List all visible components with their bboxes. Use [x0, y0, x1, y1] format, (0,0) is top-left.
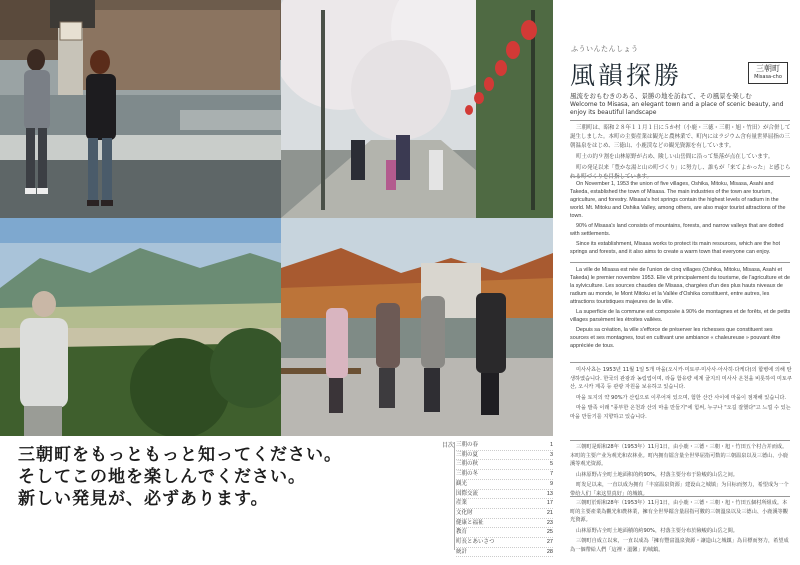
- town-name-jp: 三朝町: [756, 64, 780, 73]
- toc-item[interactable]: [456, 519, 553, 529]
- table-of-contents: [456, 441, 553, 557]
- body-zh-para: 町发足以来，一直以成为拥有「丰富温泉资源」建设山之城镇」为目标而努力，希望成为一个带给人们「来这里真好」的城镇。: [570, 482, 789, 497]
- toc-item-page: 28: [546, 548, 553, 555]
- toc-item[interactable]: [456, 528, 553, 538]
- body-ko-para: 마을 토지의 약 90%가 산림으로 이루어져 있으며, 험한 산간 사이에 마을이 점재해 있습니다.: [576, 394, 787, 401]
- toc-item-title: 産業: [456, 500, 468, 507]
- toc-item-title: 町長とあいさつ: [456, 539, 495, 546]
- toc-item-page: 5: [549, 461, 553, 468]
- body-en-para: Since its establishment, Misasa works to protect its main resources, which are the hot springs and forests, and it also aims to create a warm town that everyone can enjoy.: [570, 241, 781, 255]
- body-zh-tw-para: 三朝町於昭和28年（1953年）11月1日，由小鹿・三德・三朝・旭・竹田五個村所組成。本町的主要產業為觀光和農林業，擁有全世界鐳含量屈指可數的三朝溫泉以及三德山、小鹿溪等觀光資源。: [570, 500, 788, 523]
- toc-item-page: 25: [546, 529, 553, 536]
- body-fr: [570, 266, 792, 352]
- toc-item-title: 文化財: [456, 509, 473, 516]
- body-fr-para: Depuis sa création, la ville s'efforce de préserver les richesses que constituent ses sources et ses montagnes, tout en cultivant une ambiance « chaleureuse » pouvant être appréciée de tous.: [570, 327, 781, 349]
- divider: [570, 440, 790, 441]
- toc-item-title: 観光: [456, 480, 468, 487]
- photo-four-women-walking: [281, 218, 553, 436]
- toc-item[interactable]: [456, 509, 553, 519]
- body-fr-para: La superficie de la commune est composée à 90% de montagnes et de forêts, et de petits villages parsèment les étroites vallées.: [570, 309, 791, 323]
- photo-cherry-blossom-lanterns: [281, 0, 553, 218]
- toc-item-title: 三朝の冬: [456, 471, 479, 478]
- divider: [570, 120, 790, 121]
- toc-item-page: 17: [546, 500, 553, 507]
- body-zh-para: 山林原野占全町土地面积的约90%，村落主要分布于险峻的山岳之间。: [576, 471, 738, 478]
- toc-item[interactable]: [456, 538, 553, 548]
- body-jp: [570, 124, 792, 184]
- toc-divider: [454, 442, 455, 550]
- toc-item[interactable]: [456, 499, 553, 509]
- toc-item-page: 3: [549, 451, 553, 458]
- toc-item[interactable]: [456, 490, 553, 500]
- toc-item[interactable]: [456, 480, 553, 490]
- body-zh-tw-para: 三朝町自成立以來，一直以成為「擁有豐富溫泉資源・讓造山之城鎮」為目標而努力，希望成為一個帶給人們「這裡・溫馨」的城鎮。: [570, 538, 789, 553]
- body-ko-para: 미사사쵸는 1953년 11월 1일 5개 마을(오시카·미토쿠·미사사·아사히·다케다)의 합병에 의해 탄생하였습니다. 한국의 관광과 농림업이며, 라듐 함유량 세계 굴지의 미사사 온천을 비롯하여 미토쿠산, 오시카 계곡 등 관광 자원을 보유하고 있습니다.: [570, 367, 792, 390]
- body-jp-para: 町の発足以来「豊かな湯と山の町づくり」に努力し、誰もが「来てよかった」と感じられる町づくりを目指しています。: [570, 165, 791, 180]
- toc-item-page: 1: [549, 442, 553, 448]
- body-en-para: 90% of Misasa's land consists of mountains, forests, and narrow valleys that are dotted with settlements.: [570, 223, 784, 237]
- message-line: そしてこの地を楽しんでください。: [18, 467, 306, 487]
- toc-item[interactable]: [456, 441, 553, 451]
- message-line: 三朝町をもっともっと知ってください。: [18, 445, 342, 465]
- body-zh-tw: [570, 499, 792, 556]
- divider: [570, 496, 790, 497]
- divider: [570, 262, 790, 263]
- toc-item-page: 13: [546, 490, 553, 497]
- town-badge: [748, 62, 788, 84]
- message-line: 新しい発見が、必ずあります。: [18, 489, 269, 509]
- body-jp-para: 三朝町は、昭和２８年１１月１日に５か村（小鹿・三徳・三朝・旭・竹田）が合併して誕生しました。本町の主要産業は観光と農林業で、町内にはラジウム含有量世界屈指の三朝温泉をはじめ、三徳山、小鹿渓などの観光資源を有しています。: [570, 125, 791, 149]
- divider: [570, 176, 790, 177]
- toc-item-page: 9: [549, 480, 553, 487]
- toc-item-title: 教育: [456, 529, 468, 536]
- body-en: [570, 180, 792, 258]
- toc-item[interactable]: [456, 470, 553, 480]
- body-ko: [570, 366, 792, 423]
- toc-item-title: 三朝の夏: [456, 451, 479, 458]
- subtitle-en: Welcome to Misasa, an elegant town and a place of scenic beauty, and enjoy its beautiful landscape: [570, 101, 784, 116]
- body-jp-para: 町土の約９割を山林原野が占め、険しい山岳間に沿って集落が点在しています。: [576, 154, 774, 160]
- divider: [570, 362, 790, 363]
- photo-man-overlooking-valley: [0, 218, 281, 436]
- subtitle-jp: 風流をおもむきのある、景勝の地を訪ねて、その風景を楽しむ: [570, 92, 752, 100]
- right-text-column: [558, 0, 800, 565]
- welcome-message: [18, 444, 398, 510]
- toc-item-title: 国際交流: [456, 490, 479, 497]
- toc-item[interactable]: [456, 548, 553, 558]
- body-zh: [570, 443, 792, 500]
- town-name-en: Misasa-cho: [754, 74, 782, 80]
- toc-item[interactable]: [456, 460, 553, 470]
- toc-item-title: 三朝の秋: [456, 461, 479, 468]
- body-zh-para: 三朝町是昭和28年（1953年）11月1日，由小鹿・三德・三朝・旭・竹田五个村合并而成。本町的主要产业为观光和农林业。町内拥有镭含量全世界屈指可数的三朝温泉以及三德山、小鹿溪等观光资源。: [570, 444, 788, 467]
- body-en-para: On November 1, 1953 the union of five villages, Oshika, Mitoku, Misasa, Asahi and Takeda, established the town of Misasa. The main industries of the town are tourism, agriculture, and forestry. Misasa's hot springs contain the highest levels of radium in the world. Mt. Mitoku and Oshika Valley, among others, are also major tourist attractions of the town.: [570, 181, 786, 219]
- toc-item-page: 7: [549, 471, 553, 478]
- body-zh-tw-para: 山林原野占全町土地面積的約90%，村落主要分布於險峻的山岳之間。: [576, 527, 738, 534]
- photo-women-on-bridge: [0, 0, 281, 218]
- toc-label: 目次: [442, 442, 455, 449]
- toc-item-title: 統計: [456, 548, 468, 555]
- body-fr-para: La ville de Misasa est née de l'union de cinq villages (Oshika, Mitoku, Misasa, Asahi et Takeda) le premier novembre 1953. Elle vit principalement du tourisme, de l'agriculture et de la sylviculture. Les sources chaudes de Misasa, chargées d'un des plus hauts niveaux de radium au monde, le Mont Mitoku et la Vallée d'Oshika constituent, entre autres, les attractions touristiques majeures de la ville.: [570, 267, 791, 305]
- toc-item-title: 三朝の春: [456, 442, 479, 448]
- toc-item-title: 健康と福祉: [456, 519, 484, 526]
- toc-item-page: 21: [546, 509, 553, 516]
- page-title: 風韻探勝: [570, 61, 683, 90]
- title-furigana: ふういんたんしょう: [571, 45, 639, 53]
- toc-item[interactable]: [456, 451, 553, 461]
- toc-item-page: 23: [546, 519, 553, 526]
- toc-item-page: 27: [546, 539, 553, 546]
- body-ko-para: 마을 발족 이래 "풍부한 온천과 산의 마을 만들기"에 힘써, 누구나 "오길 잘했다"고 느낄 수 있는 마을 만들기를 지향하고 있습니다.: [570, 405, 791, 420]
